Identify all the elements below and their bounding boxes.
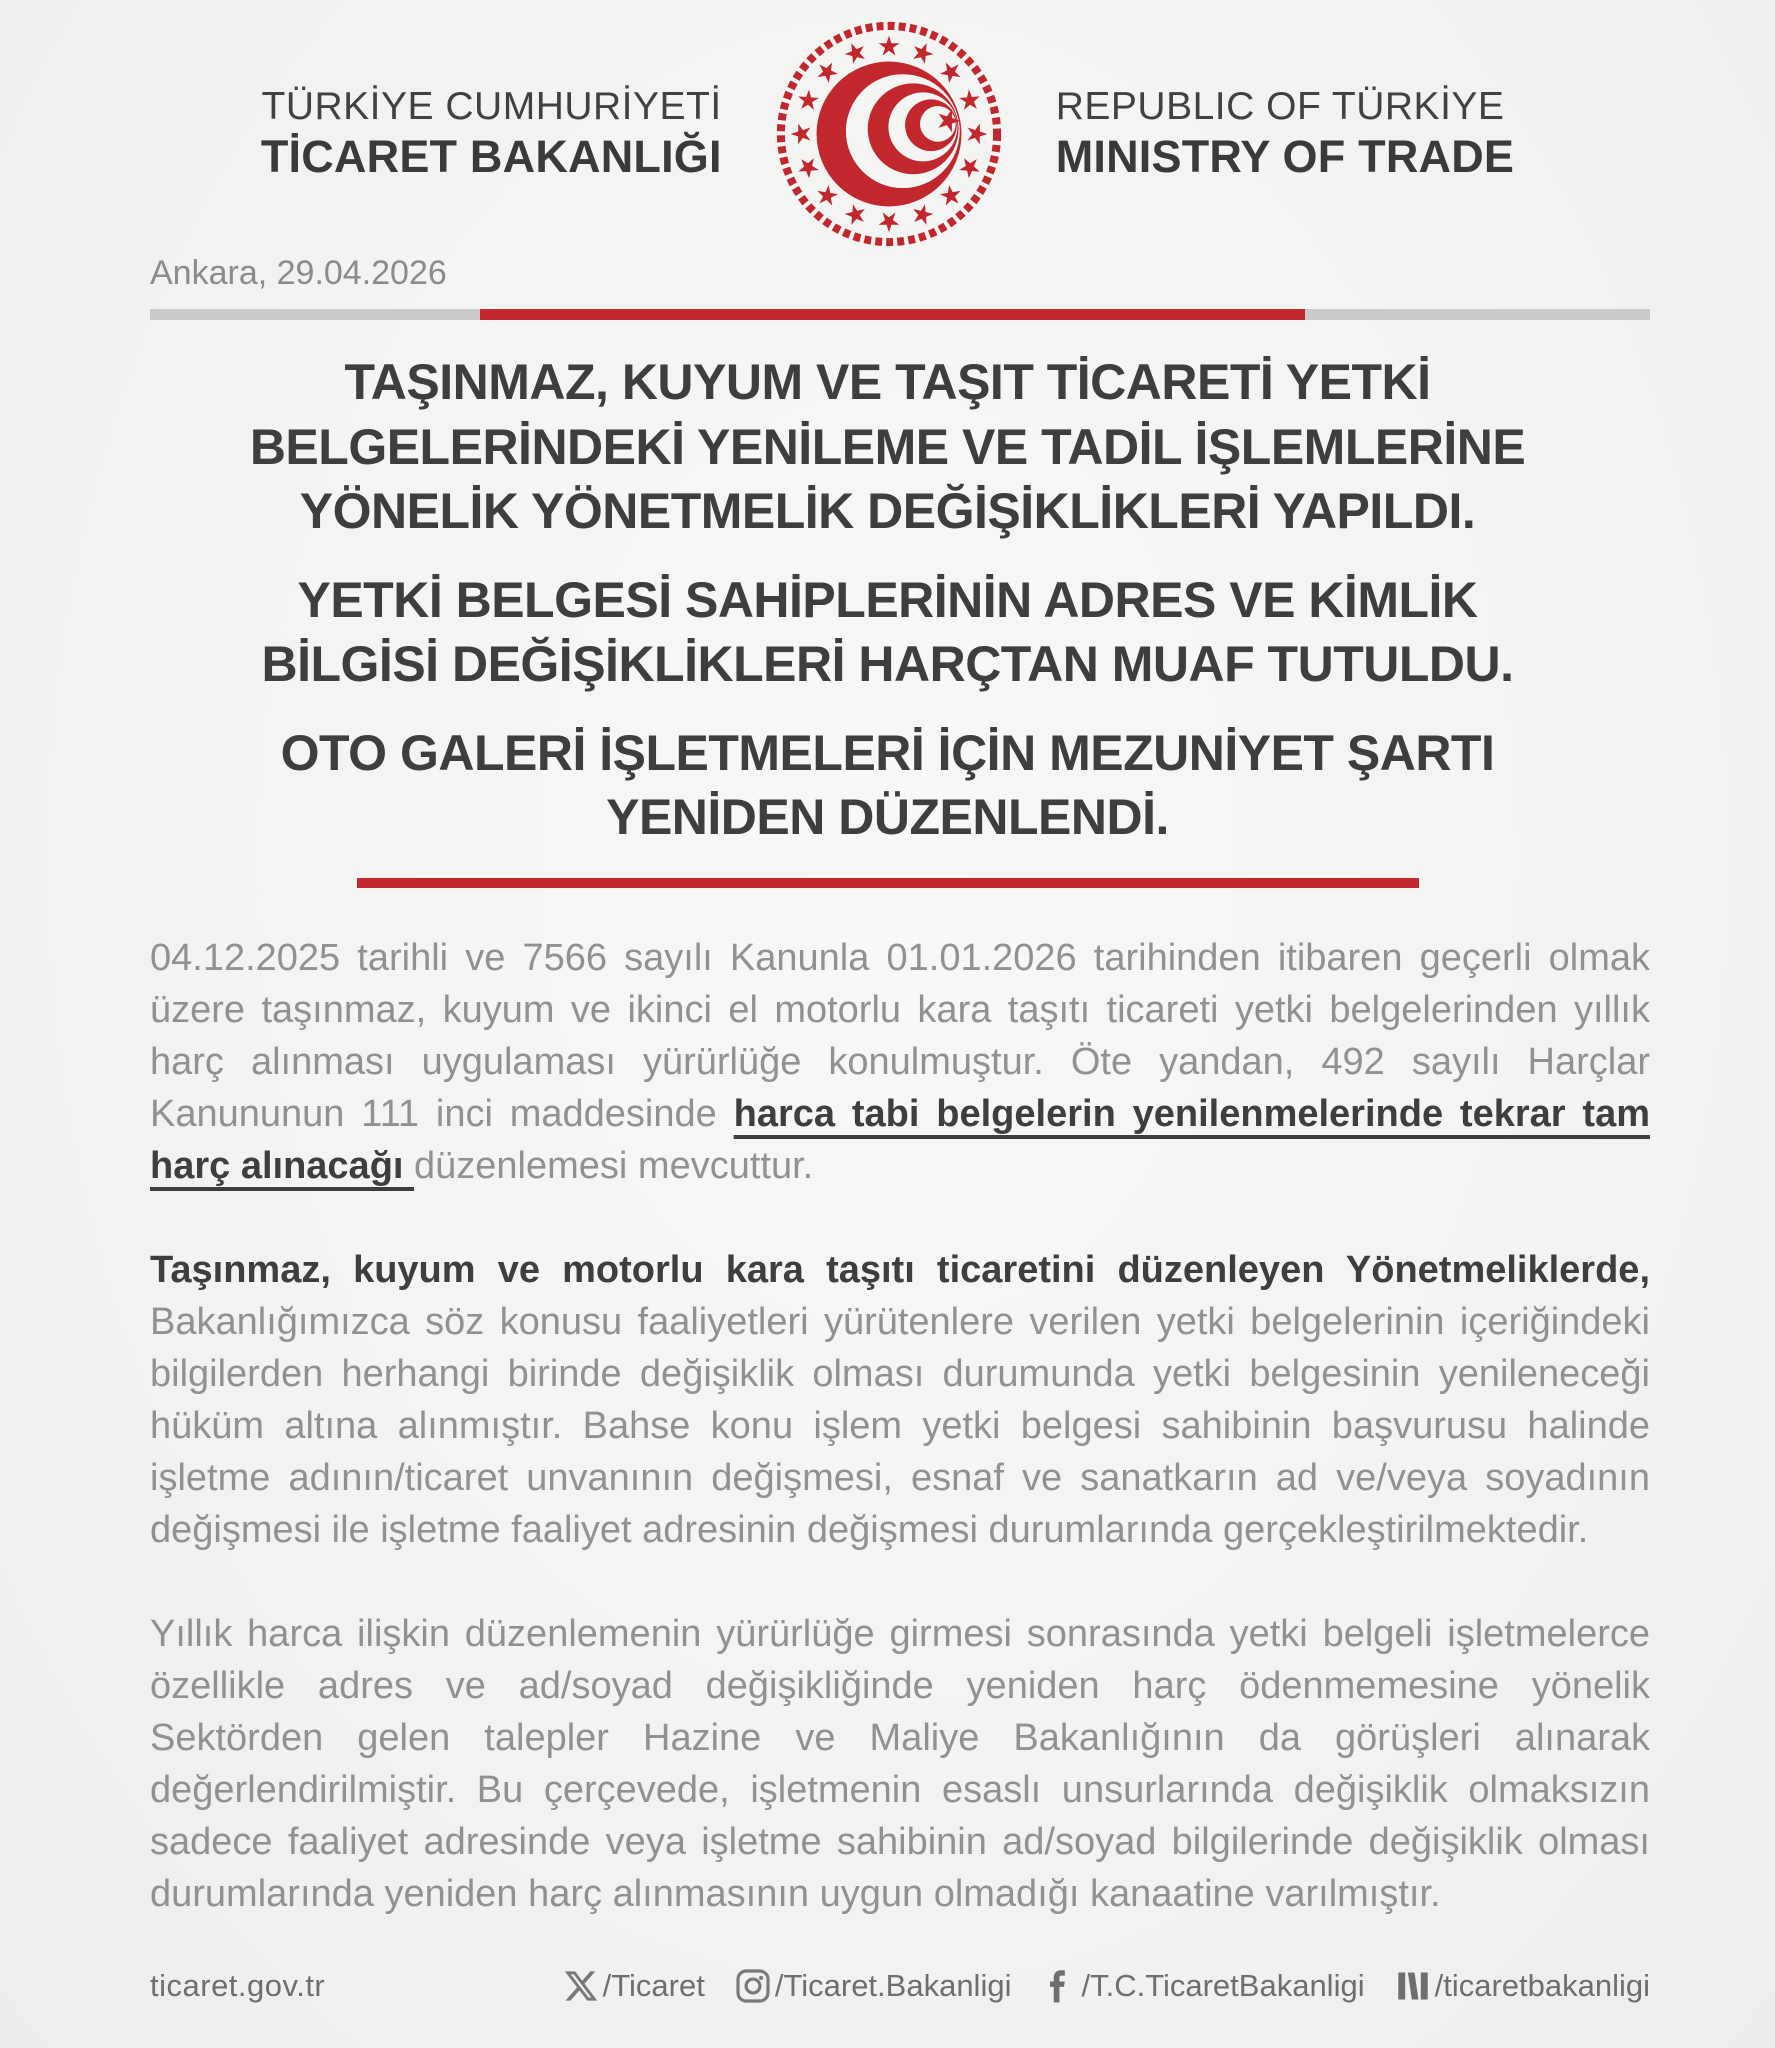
nsosyal-icon: [1395, 1968, 1431, 2004]
divider-gray-left: [150, 309, 480, 320]
headline-1: TAŞINMAZ, KUYUM VE TAŞIT TİCARETİ YETKİ BELGELERİNDEKİ YENİLEME VE TADİL İŞLEMLERİNE YÖNELİK YÖNETMELİK DEĞİŞİKLİKLERİ YAPILDI.: [249, 354, 1526, 539]
text-segment-normal: düzenlemesi mevcuttur.: [414, 1144, 814, 1187]
body-paragraph: [150, 932, 1650, 1192]
social-link-x[interactable]: [563, 1968, 705, 2004]
website-link[interactable]: ticaret.gov.tr: [150, 1968, 326, 2003]
social-handle: /Ticaret: [602, 1968, 705, 2003]
ministry-of-trade-emblem-icon: [774, 19, 1004, 249]
x-icon: [563, 1968, 599, 2004]
text-segment-bold: Taşınmaz, kuyum ve motorlu kara taşıtı ticaretini düzenleyen Yönetmeliklerde,: [150, 1248, 1650, 1291]
social-links: [563, 1968, 1650, 2004]
facebook-icon: [1041, 1968, 1077, 2004]
body-paragraphs: [150, 932, 1650, 1921]
divider-gray-right: [1305, 309, 1650, 320]
text-segment-normal: 04.12.2025 tarihli ve 7566 sayılı Kanunla 01.01.2026 tarihinden itibaren geçerli olmak üzere taşınmaz, kuyum ve ikinci el motorlu kara taşıtı ticareti yetki belgelerinden yıllık harç alınması uygulaması yürürlüğe konulmuştur. Öte yandan, 492 sayılı Harçlar Kanununun 111 inci maddesinde: [150, 936, 1650, 1135]
org-name-turkish: [261, 84, 722, 183]
social-link-facebook[interactable]: [1041, 1968, 1364, 2004]
dateline: Ankara, 29.04.2026: [150, 254, 447, 292]
main-content: [0, 320, 1775, 1920]
headline-underline-rule: [357, 878, 1419, 888]
org-tr-line2: TİCARET BAKANLIĞI: [260, 131, 722, 183]
instagram-icon: [735, 1968, 771, 2004]
headline-block: [213, 350, 1563, 850]
headline-3: OTO GALERİ İŞLETMELERİ İÇİN MEZUNİYET ŞARTI YENİDEN DÜZENLENDİ.: [280, 724, 1495, 845]
social-handle: /T.C.TicaretBakanligi: [1081, 1968, 1365, 2003]
footer: [0, 1968, 1775, 2048]
org-name-english: [1056, 84, 1514, 183]
headline-2: YETKİ BELGESİ SAHİPLERİNİN ADRES VE KİMLİK BİLGİSİ DEĞİŞİKLİKLERİ HARÇTAN MUAF TUTULDU.: [261, 571, 1514, 692]
header-divider: [150, 309, 1650, 320]
body-paragraph: [150, 1244, 1650, 1556]
org-en-line1: REPUBLIC OF TÜRKİYE: [1055, 85, 1505, 129]
org-tr-line1: TÜRKİYE CUMHURİYETİ: [261, 85, 722, 129]
text-segment-bold-underline: harca tabi belgelerin yenilenmelerinde tekrar tam harç alınacağı: [150, 1092, 1650, 1187]
masthead: [0, 0, 1775, 252]
social-link-nsosyal[interactable]: [1395, 1968, 1650, 2004]
text-segment-normal: Yıllık harca ilişkin düzenlemenin yürürlüğe girmesi sonrasında yetki belgeli işletmelerce özellikle adres ve ad/soyad değişikliğinde yeniden harç ödenmemesine yönelik Sektörden gelen talepler Hazine ve Maliye Bakanlığının da görüşleri alınarak değerlendirilmiştir. Bu çerçevede, işletmenin esaslı unsurlarında değişiklik olmaksızın sadece faaliyet adresinde veya işletme sahibinin ad/soyad bilgilerinde değişiklik olması durumlarında yeniden harç alınmasının uygun olmadığı kanaatine varılmıştır.: [150, 1613, 1650, 1916]
body-paragraph: [150, 1608, 1650, 1920]
org-en-line2: MINISTRY OF TRADE: [1055, 131, 1515, 183]
social-link-instagram[interactable]: [735, 1968, 1012, 2004]
text-segment-normal: Bakanlığımızca söz konusu faaliyetleri yürütenlere verilen yetki belgelerinin içeriğindeki bilgilerden herhangi birinde değişiklik olması durumunda yetki belgesinin yenileneceği hüküm altına alınmıştır. Bahse konu işlem yetki belgesi sahibinin başvurusu halinde işletme adının/ticaret unvanının değişmesi, esnaf ve sanatkarın ad ve/veya soyadının değişmesi ile işletme faaliyet adresinin değişmesi durumlarında gerçekleştirilmektedir.: [150, 1300, 1650, 1551]
divider-red-center: [480, 309, 1305, 320]
social-handle: /ticaretbakanligi: [1434, 1968, 1650, 2003]
social-handle: /Ticaret.Bakanligi: [774, 1968, 1012, 2003]
